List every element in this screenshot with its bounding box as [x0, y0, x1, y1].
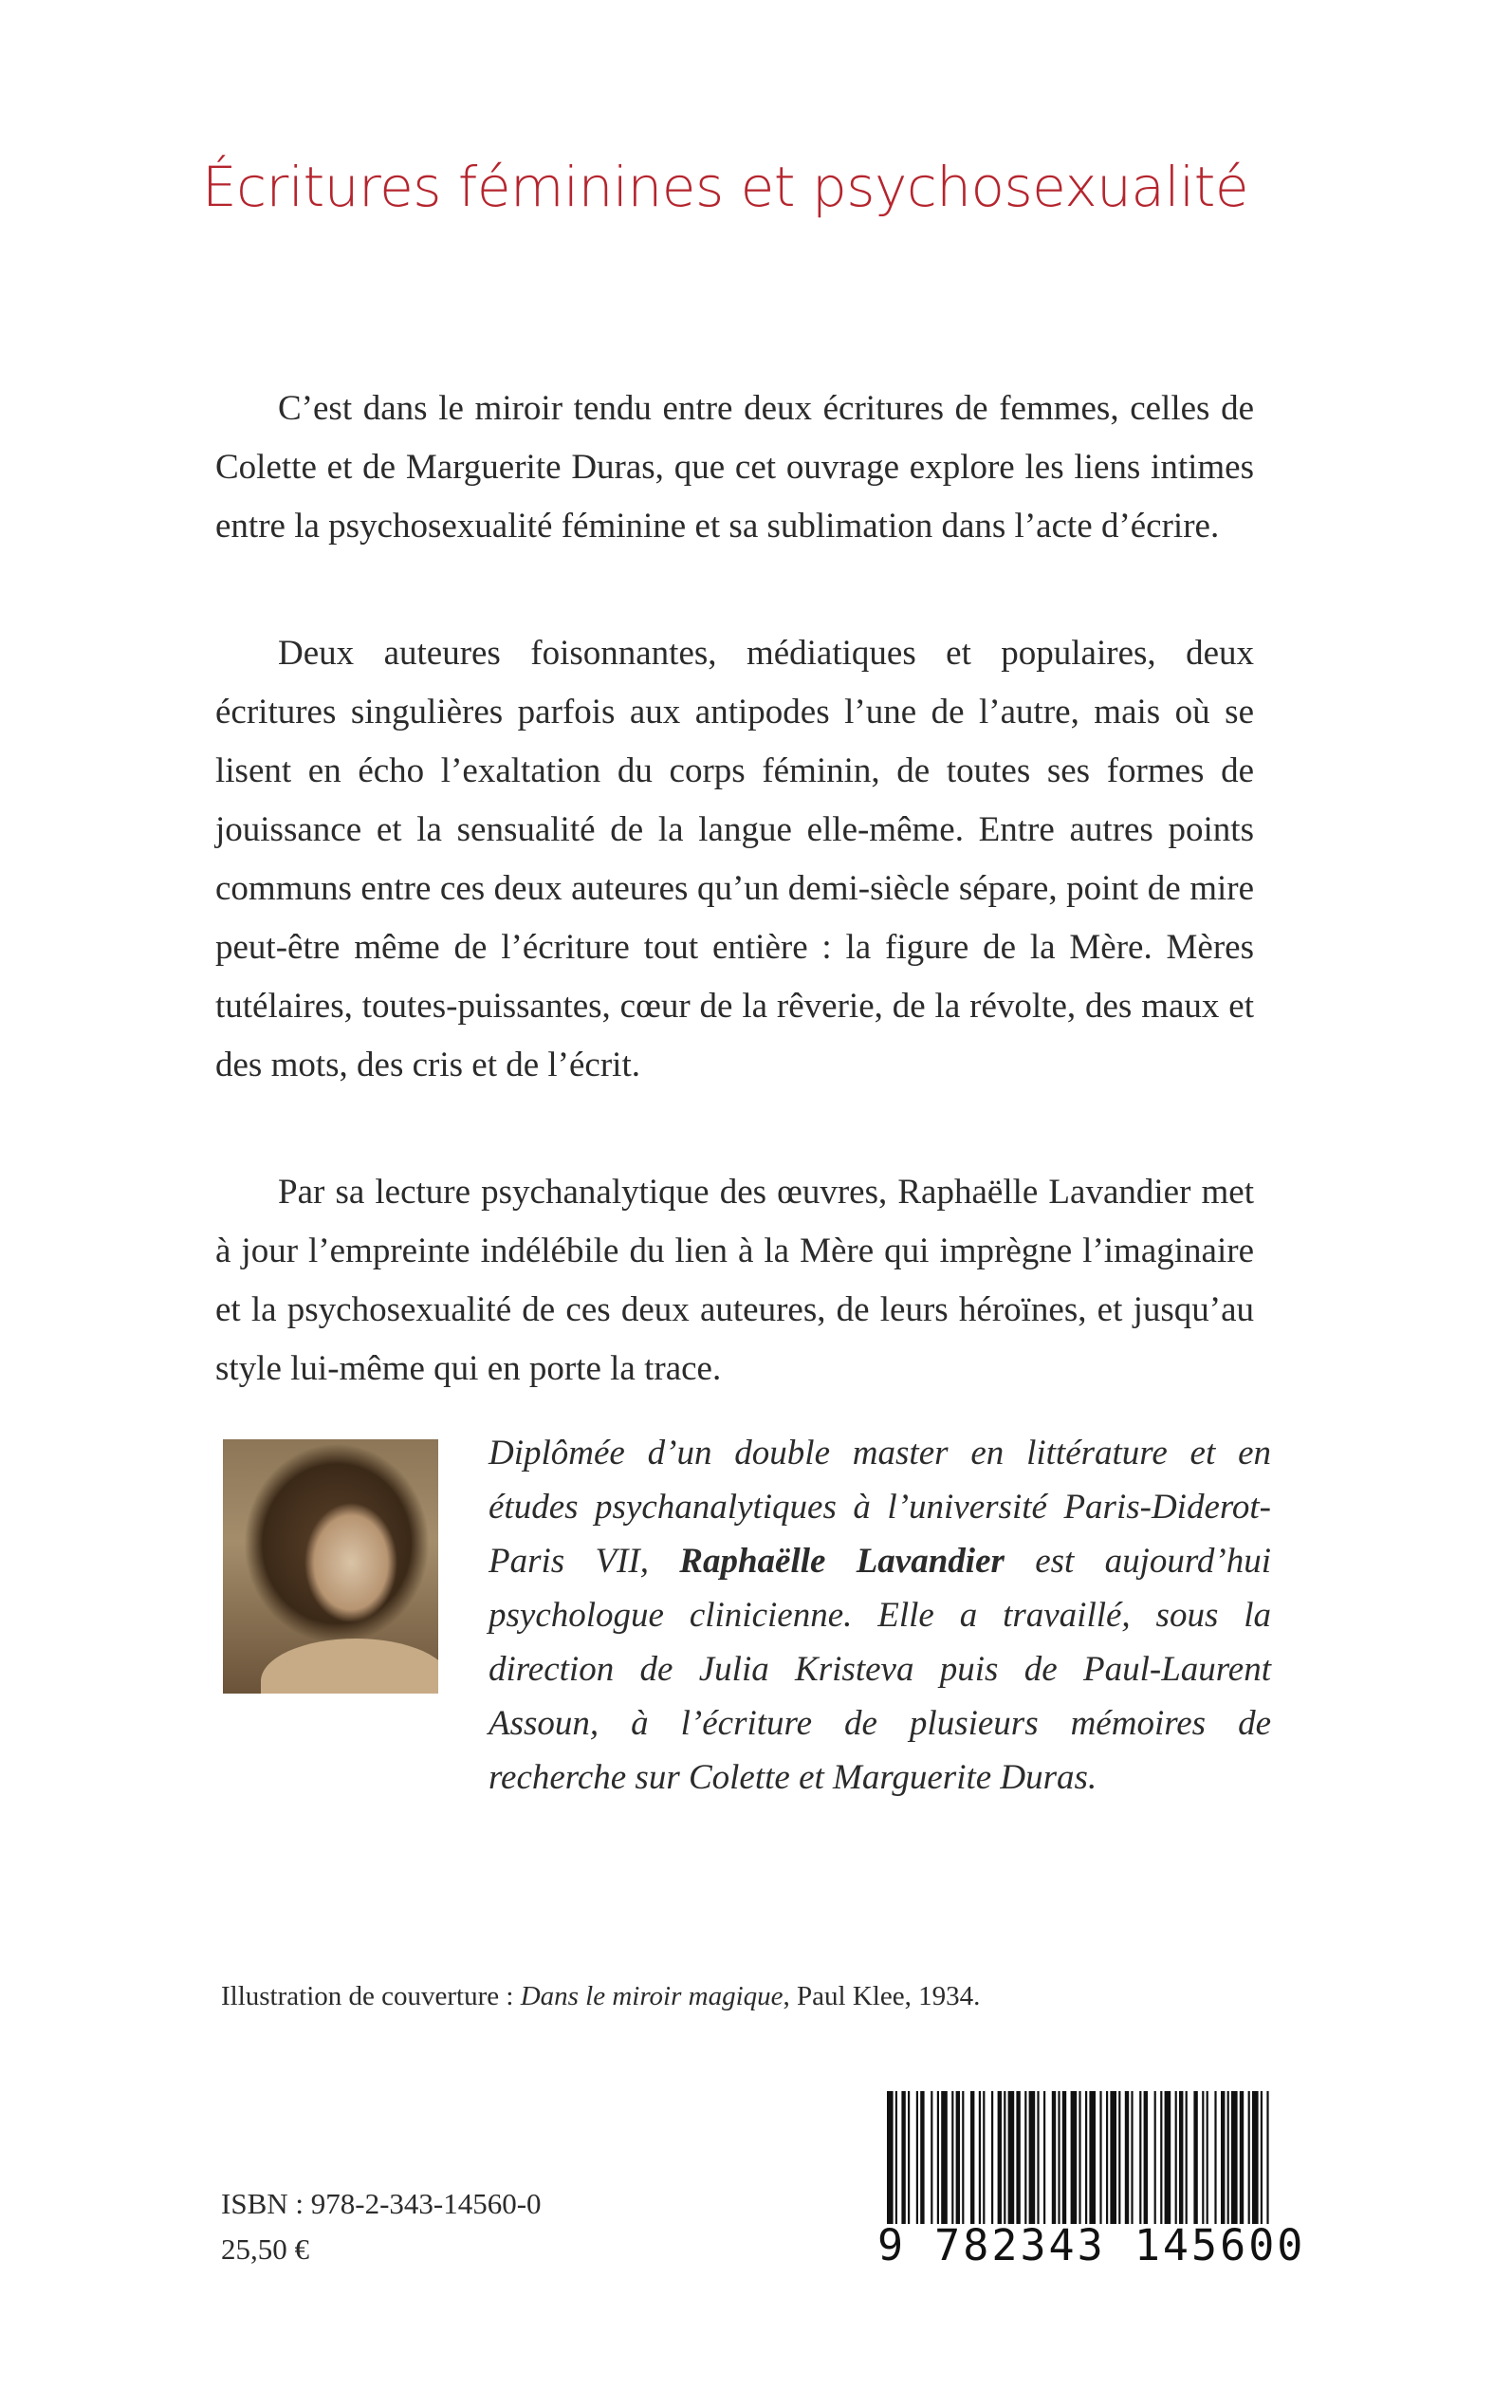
caption-artwork: Dans le miroir magique	[520, 1981, 784, 2011]
barcode-bar	[1118, 2091, 1120, 2224]
barcode-bar	[916, 2091, 918, 2224]
barcode-bar	[983, 2091, 985, 2224]
book-title: Écritures féminines et psychosexualité	[202, 155, 1249, 219]
barcode-bar	[1214, 2091, 1216, 2224]
barcode-bar	[895, 2091, 897, 2224]
price: 25,50 €	[221, 2232, 309, 2266]
barcode-bar	[1252, 2091, 1259, 2224]
barcode-bar	[1058, 2091, 1060, 2224]
author-photo	[223, 1439, 438, 1694]
barcode-bar	[1016, 2091, 1020, 2224]
barcode-bar	[1089, 2091, 1096, 2224]
barcode-bar	[1193, 2091, 1197, 2224]
barcode-bar	[1043, 2091, 1045, 2224]
barcode-bar	[1240, 2091, 1244, 2224]
barcode-bar	[1207, 2091, 1208, 2224]
barcode-bar	[1037, 2091, 1039, 2224]
blurb-paragraph: C’est dans le miroir tendu entre deux écritures de femmes, celles de Colette et de Marguerite Duras, que cet ouvrage explore les liens intimes entre la psychosexualité féminine et sa sublimation dans l’acte d’écrire.	[215, 389, 1254, 546]
barcode-bar	[1008, 2091, 1015, 2224]
barcode-bar	[1099, 2091, 1101, 2224]
barcode-bar	[998, 2091, 1002, 2224]
bio-intro: Diplômée d’un double master en littérature et en études psychanalytiques à l’université Paris-Diderot-Paris VII,	[489, 1434, 1271, 1581]
barcode-bar	[1004, 2091, 1005, 2224]
barcode-bar	[1221, 2091, 1225, 2224]
barcode-bar	[1079, 2091, 1080, 2224]
barcode-bar	[941, 2091, 948, 2224]
barcode-digits: 9 782343 145600	[877, 2220, 1306, 2270]
barcode-bar	[1266, 2091, 1268, 2224]
bio-rest: est aujourd’hui psychologue clinicienne. Elle a travaillé, sous la direction de Julia Kristeva puis de Paul-Laurent Assoun, à l’écriture de plusieurs mémoires de recherche sur Colette et Marguerite Duras.	[489, 1542, 1272, 1797]
barcode-bar	[979, 2091, 981, 2224]
blurb-paragraph: Par sa lecture psychanalytique des œuvres, Raphaëlle Lavandier met à jour l’empreinte indélébile du lien à la Mère qui imprègne l’imaginaire et la psychosexualité de ces deux auteures, de leurs héroïnes, et jusqu’au style lui-même qui en porte la trace.	[215, 1173, 1254, 1388]
caption-prefix: Illustration de couverture :	[221, 1981, 521, 2011]
barcode-bar	[956, 2091, 960, 2224]
barcode-bar	[1202, 2091, 1204, 2224]
barcode-bar	[1024, 2091, 1026, 2224]
barcode-bar	[1175, 2091, 1177, 2224]
barcode-bar	[920, 2091, 924, 2224]
barcode-bar	[1110, 2091, 1116, 2224]
cover-illustration-credit	[221, 1981, 980, 2012]
author-bio	[489, 1426, 1271, 1805]
barcode-bar	[991, 2091, 993, 2224]
barcode-bar	[970, 2091, 974, 2224]
barcode-bars	[887, 2091, 1271, 2224]
barcode-bar	[887, 2091, 894, 2224]
caption-suffix: , Paul Klee, 1934.	[783, 1981, 981, 2011]
barcode-bar	[1125, 2091, 1129, 2224]
blurb	[215, 380, 1254, 1467]
barcode-bar	[1231, 2091, 1238, 2224]
barcode-bar	[1139, 2091, 1141, 2224]
barcode-bar	[1071, 2091, 1078, 2224]
barcode-bar	[1261, 2091, 1263, 2224]
author-name: Raphaëlle Lavandier	[679, 1542, 1005, 1581]
barcode-bar	[908, 2091, 910, 2224]
barcode-bar	[1160, 2091, 1162, 2224]
barcode-bar	[1186, 2091, 1188, 2224]
barcode-bar	[1144, 2091, 1148, 2224]
barcode-bar	[1248, 2091, 1250, 2224]
barcode-bar	[901, 2091, 905, 2224]
barcode-bar	[1062, 2091, 1066, 2224]
barcode-bar	[1154, 2091, 1156, 2224]
barcode-bar	[1227, 2091, 1229, 2224]
barcode-bar	[937, 2091, 939, 2224]
barcode-bar	[1131, 2091, 1133, 2224]
barcode-bar	[951, 2091, 953, 2224]
barcode-bar	[1179, 2091, 1183, 2224]
barcode-bar	[1165, 2091, 1171, 2224]
barcode-bar	[1106, 2091, 1108, 2224]
barcode-bar	[1085, 2091, 1087, 2224]
isbn: ISBN : 978-2-343-14560-0	[221, 2187, 542, 2220]
barcode-bar	[962, 2091, 964, 2224]
barcode-bar	[931, 2091, 932, 2224]
blurb-paragraph: Deux auteures foisonnantes, médiatiques et populaires, deux écritures singulières parfois aux antipodes l’une de l’autre, mais où se lisent en écho l’exaltation du corps féminin, de toutes ses formes de jouissance et la sensualité de la langue elle-même. Entre autres points communs entre ces deux auteures qu’un demi-siècle sépare, point de mire peut-être même de l’écriture tout entière : la figure de la Mère. Mères tutélaires, toutes-puissantes, cœur de la rêverie, de la révolte, des maux et des mots, des cris et de l’écrit.	[215, 634, 1254, 1084]
barcode-bar	[1052, 2091, 1056, 2224]
barcode-bar	[1029, 2091, 1036, 2224]
